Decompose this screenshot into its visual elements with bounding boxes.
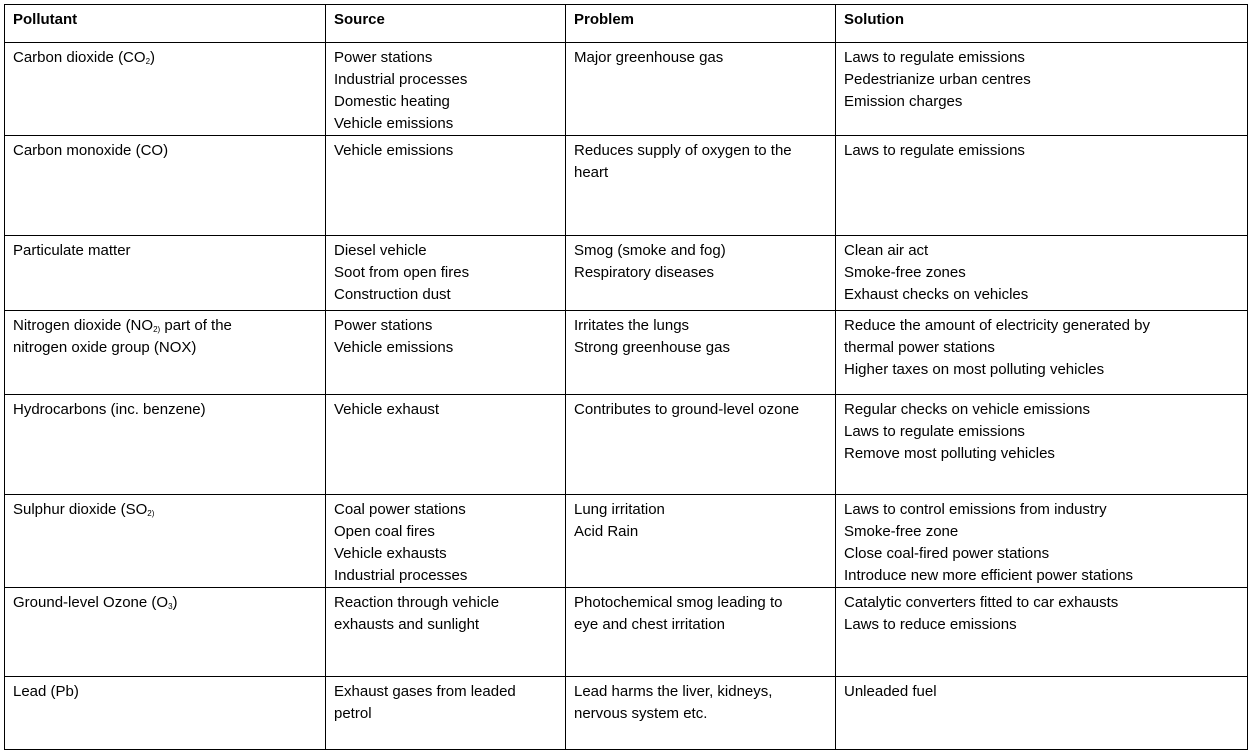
cell-source [326,311,566,395]
cell-solution [836,495,1248,588]
solution-line: Laws to regulate emissions [844,49,1025,66]
cell-source [326,677,566,750]
table-row [5,311,1248,395]
pollutant-name: Sulphur dioxide ($SO_{2)}$ [13,501,155,518]
problem-line: Respiratory diseases [574,264,715,281]
subscript: 2) [147,509,155,518]
problem-line: Reduces supply of oxygen to the [574,142,792,159]
problem-line: Contributes to ground-level ozone [574,401,800,418]
table-row [5,495,1248,588]
solution-line: Laws to regulate emissions [844,142,1025,159]
cell-pollutant [5,43,326,136]
solution-line: Introduce new more efficient power stations [844,567,1134,584]
cell-solution [836,395,1248,495]
pollutants-table [4,4,1248,750]
solution-line: Close coal-fired power stations [844,545,1050,562]
header-pollutant: Pollutant [5,5,326,43]
problem-line: Smog (smoke and fog) [574,242,726,259]
pollutant-name: Hydrocarbons (inc. benzene) [13,401,206,418]
table-row [5,395,1248,495]
pollutant-name: Lead (Pb) [13,683,79,700]
source-line: Vehicle exhaust [334,401,440,418]
pollutant-name-line2: nitrogen oxide group (NOX) [13,339,197,356]
cell-problem [566,495,836,588]
source-line: Open coal fires [334,523,435,540]
solution-line: Laws to control emissions from industry [844,501,1107,518]
pollutant-name: Carbon monoxide (CO) [13,142,169,159]
source-line: Vehicle exhausts [334,545,447,562]
source-line: Power stations [334,49,433,66]
problem-line: eye and chest irritation [574,616,725,633]
subscript: 2) [153,325,161,334]
solution-line: Regular checks on vehicle emissions [844,401,1090,418]
cell-source [326,495,566,588]
source-line: Coal power stations [334,501,466,518]
solution-line: Reduce the amount of electricity generated by [844,317,1151,334]
problem-line: nervous system etc. [574,705,708,722]
source-line: Vehicle emissions [334,115,454,132]
table-row [5,136,1248,236]
problem-line: heart [574,164,609,181]
cell-solution [836,588,1248,677]
cell-solution [836,43,1248,136]
cell-pollutant [5,136,326,236]
source-line: Industrial processes [334,71,468,88]
cell-pollutant [5,311,326,395]
problem-line: Irritates the lungs [574,317,690,334]
cell-pollutant [5,495,326,588]
cell-pollutant [5,236,326,311]
pollutant-name: Ground-level Ozone $(O_3)$ [13,594,178,611]
cell-problem [566,395,836,495]
source-line: Construction dust [334,286,451,303]
cell-pollutant [5,677,326,750]
problem-line: Acid Rain [574,523,639,540]
cell-problem [566,311,836,395]
source-line: Diesel vehicle [334,242,427,259]
cell-solution [836,677,1248,750]
table-row [5,588,1248,677]
problem-line: Major greenhouse gas [574,49,724,66]
solution-line: Emission charges [844,93,963,110]
cell-source [326,136,566,236]
solution-line: Pedestrianize urban centres [844,71,1031,88]
source-line: Vehicle emissions [334,339,454,356]
problem-line: Lead harms the liver, kidneys, [574,683,773,700]
solution-line: Exhaust checks on vehicles [844,286,1029,303]
solution-line: Smoke-free zones [844,264,966,281]
source-line: Reaction through vehicle [334,594,500,611]
table-row [5,677,1248,750]
cell-solution [836,236,1248,311]
subscript: 3 [168,602,173,611]
source-line: Soot from open fires [334,264,470,281]
subscript: 2 [145,57,151,66]
cell-solution [836,311,1248,395]
cell-source [326,395,566,495]
cell-problem [566,588,836,677]
solution-line: Unleaded fuel [844,683,937,700]
cell-source [326,236,566,311]
solution-line: Higher taxes on most polluting vehicles [844,361,1105,378]
pollutant-name: Nitrogen dioxide ($NO_{2)}$ part of the [13,317,232,334]
table-row [5,43,1248,136]
cell-pollutant [5,395,326,495]
cell-source [326,588,566,677]
solution-line: thermal power stations [844,339,995,356]
solution-line: Remove most polluting vehicles [844,445,1055,462]
header-source: Source [326,5,566,43]
cell-pollutant [5,588,326,677]
table-row [5,236,1248,311]
problem-line: Lung irritation [574,501,665,518]
source-line: Exhaust gases from leaded [334,683,516,700]
solution-line: Smoke-free zone [844,523,959,540]
problem-line: Photochemical smog leading to [574,594,783,611]
source-line: Power stations [334,317,433,334]
source-line: Industrial processes [334,567,468,584]
problem-line: Strong greenhouse gas [574,339,730,356]
cell-problem [566,236,836,311]
solution-line: Catalytic converters fitted to car exhausts [844,594,1119,611]
solution-line: Clean air act [844,242,929,259]
cell-problem [566,136,836,236]
solution-line: Laws to regulate emissions [844,423,1025,440]
pollutant-name: Particulate matter [13,242,131,259]
source-line: Domestic heating [334,93,450,110]
pollutant-name: Carbon dioxide $(CO_2)$ [13,49,156,66]
header-solution: Solution [836,5,1248,43]
header-problem: Problem [566,5,836,43]
solution-line: Laws to reduce emissions [844,616,1017,633]
cell-problem [566,43,836,136]
cell-solution [836,136,1248,236]
cell-source [326,43,566,136]
source-line: petrol [334,705,372,722]
source-line: exhausts and sunlight [334,616,480,633]
cell-problem [566,677,836,750]
header-row [5,5,1248,43]
source-line: Vehicle emissions [334,142,454,159]
